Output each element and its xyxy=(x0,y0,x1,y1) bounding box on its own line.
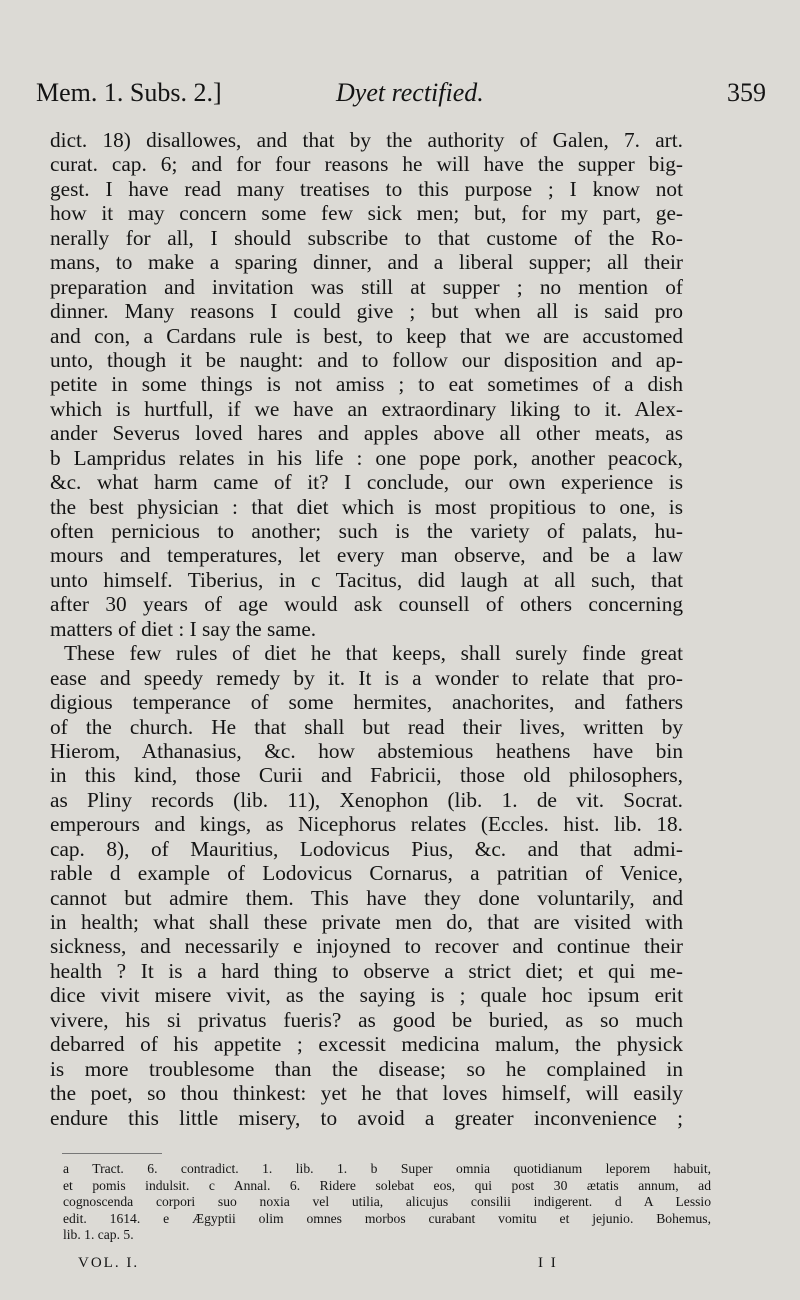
text-line: ander Severus loved hares and apples above all other meats, as xyxy=(50,421,683,446)
text-line: endure this little misery, to avoid a greater inconvenience ; xyxy=(50,1105,683,1130)
footnote-line: et pomis indulsit. c Annal. 6. Ridere solebat eos, qui post 30 ætatis annum, ad xyxy=(63,1177,711,1193)
text-line: cap. 8), of Mauritius, Lodovicus Pius, &c. and that admi- xyxy=(50,836,683,861)
text-line: mans, to make a sparing dinner, and a liberal supper; all their xyxy=(50,250,683,275)
text-line: ease and speedy remedy by it. It is a wonder to relate that pro- xyxy=(50,665,683,690)
text-line: sickness, and necessarily e injoyned to recover and continue their xyxy=(50,934,683,959)
main-text xyxy=(50,128,683,1130)
text-line: which is hurtfull, if we have an extraordinary liking to it. Alex- xyxy=(50,396,683,421)
footnote-divider xyxy=(62,1153,162,1154)
text-line: Hierom, Athanasius, &c. how abstemious heathens have bin xyxy=(50,738,683,763)
text-line: petite in some things is not amiss ; to eat sometimes of a dish xyxy=(50,372,683,397)
footnotes xyxy=(63,1161,711,1244)
text-line: often pernicious to another; such is the variety of palats, hu- xyxy=(50,519,683,543)
section-reference: Mem. 1. Subs. 2.] xyxy=(36,78,222,107)
text-line: unto, though it be naught: and to follow our disposition and ap- xyxy=(50,347,683,372)
text-line: is more troublesome than the disease; so he complained in xyxy=(50,1056,683,1081)
text-line: preparation and invitation was still at supper ; no mention of xyxy=(50,274,683,299)
text-line: in health; what shall these private men do, that are visited with xyxy=(50,910,683,934)
text-line: how it may concern some few sick men; but, for my part, ge- xyxy=(50,201,683,226)
footnote-line: lib. 1. cap. 5. xyxy=(63,1227,134,1242)
text-line: unto himself. Tiberius, in c Tacitus, did laugh at all such, that xyxy=(50,567,683,592)
text-line: vivere, his si privatus fueris? as good be buried, as so much xyxy=(50,1007,683,1032)
text-line: the best physician : that diet which is most propitious to one, is xyxy=(50,494,683,519)
text-line: rable d example of Lodovicus Cornarus, a patritian of Venice, xyxy=(50,861,683,886)
text-line: the poet, so thou thinkest: yet he that loves himself, will easily xyxy=(50,1081,683,1106)
page-number: 359 xyxy=(727,78,766,107)
text-line: after 30 years of age would ask counsell of others concerning xyxy=(50,592,683,617)
text-line: curat. cap. 6; and for four reasons he will have the supper big- xyxy=(50,152,683,177)
text-line: of the church. He that shall but read their lives, written by xyxy=(50,714,683,739)
volume-label: VOL. I. xyxy=(78,1255,140,1271)
text-line: b Lampridus relates in his life : one pope pork, another peacock, xyxy=(50,445,683,470)
text-line: as Pliny records (lib. 11), Xenophon (lib. 1. de vit. Socrat. xyxy=(50,787,683,812)
text-line: nerally for all, I should subscribe to that custome of the Ro- xyxy=(50,225,683,250)
text-line: debarred of his appetite ; excessit medicina malum, the physick xyxy=(50,1032,683,1057)
text-line: dict. 18) disallowes, and that by the authority of Galen, 7. art. xyxy=(50,128,683,152)
paragraph-start-line: These few rules of diet he that keeps, shall surely finde great xyxy=(64,641,683,666)
text-line: dinner. Many reasons I could give ; but when all is said pro xyxy=(50,299,683,324)
text-line: mours and temperatures, let every man observe, and be a law xyxy=(50,543,683,568)
signature-mark: I I xyxy=(538,1255,558,1271)
text-line: gest. I have read many treatises to this purpose ; I know not xyxy=(50,176,683,201)
footnote-line: edit. 1614. e Ægyptii olim omnes morbos curabant vomitu et jejunio. Bohemus, xyxy=(63,1210,711,1226)
text-line: health ? It is a hard thing to observe a strict diet; et qui me- xyxy=(50,958,683,983)
text-line: cannot but admire them. This have they done voluntarily, and xyxy=(50,885,683,910)
running-title: Dyet rectified. xyxy=(336,78,484,107)
running-header xyxy=(36,78,766,118)
page-footer xyxy=(78,1255,558,1279)
text-line: &c. what harm came of it? I conclude, our own experience is xyxy=(50,470,683,495)
text-line: dice vivit misere vivit, as the saying is ; quale hoc ipsum erit xyxy=(50,983,683,1008)
text-line: matters of diet : I say the same. xyxy=(50,616,317,641)
footnote-line: cognoscenda corpori suo noxia vel utilia, alicujus consilii indigerent. d A Lessio xyxy=(63,1194,711,1209)
text-line: and con, a Cardans rule is best, to keep that we are accustomed xyxy=(50,323,683,348)
footnote-line: a Tract. 6. contradict. 1. lib. 1. b Super omnia quotidianum leporem habuit, xyxy=(63,1161,711,1176)
text-line: digious temperance of some hermites, anachorites, and fathers xyxy=(50,690,683,715)
text-line: emperours and kings, as Nicephorus relates (Eccles. hist. lib. 18. xyxy=(50,812,683,837)
text-line: in this kind, those Curii and Fabricii, those old philosophers, xyxy=(50,763,683,788)
